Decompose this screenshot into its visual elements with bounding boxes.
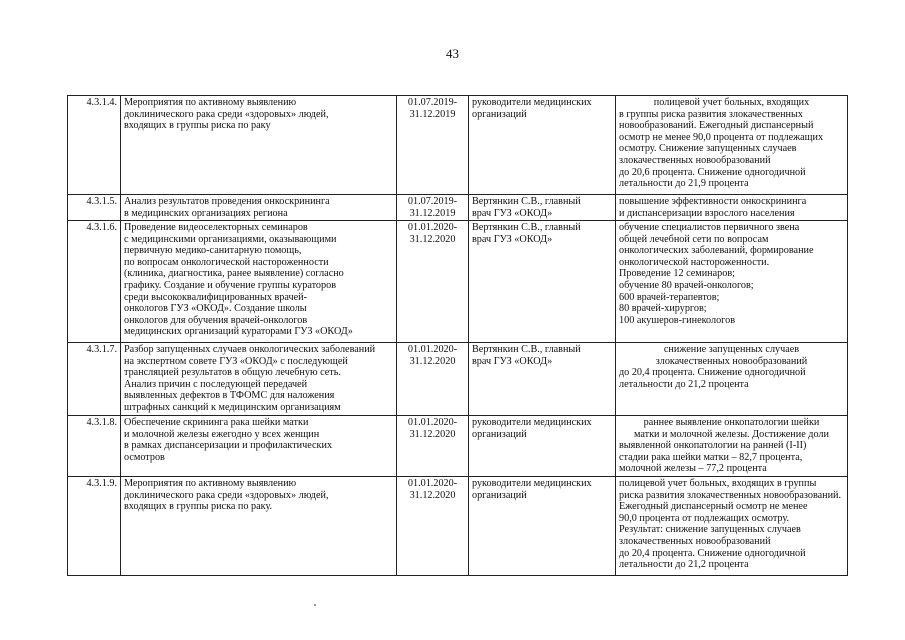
cell-text-line: врач ГУЗ «ОКОД» [472,355,553,367]
responsible-cell [469,96,616,195]
cell-text-line: онкологов для обучения врачей-онкологов [124,314,308,326]
cell-text-line: входящих в группы риска по раку. [124,501,273,513]
cell-text-line: обучение специалистов первичного звена [619,222,800,233]
cell-text-line: 80 врачей-хирургов; [619,303,707,315]
cell-text-line: обучение 80 врачей-онкологов; [619,279,754,291]
table-body [68,96,848,576]
cell-text-line: Мероприятия по активному выявлению [124,97,297,108]
cell-text-line: штрафных санкций к медицинским организациям [124,401,341,413]
cell-text-line: графику. Создание и обучение группы кураторов [124,279,337,291]
cell-text-line: новообразований. Ежегодный диспансерный [619,120,814,132]
cell-text-line: руководители медицинских [472,97,592,108]
cell-text-line: на экспертном совете ГУЗ «ОКОД» с последующей [124,355,348,367]
cell-text-line: 31.12.2020 [409,428,456,440]
cell-text-line: 01.07.2019- [407,97,458,108]
item-number: 4.3.1.9. [68,477,121,576]
cell-text-line: руководители медицинских [472,417,592,428]
cell-text-line: и молочной железы ежегодно у всех женщин [124,428,320,440]
page-number: 43 [446,46,459,61]
cell-text-line: Мероприятия по активному выявлению [124,478,297,489]
cell-text-line: 31.12.2019 [409,207,456,219]
cell-text-line: осмотр не менее 90,0 процента от подлежащих [619,131,824,143]
responsible-cell [469,195,616,221]
cell-text-line: (клиника, диагностика, ранее выявление) согласно [124,268,344,280]
cell-text-line: Разбор запущенных случаев онкологических заболеваний [124,344,376,355]
result-cell [616,96,848,195]
action-cell [121,416,397,477]
cell-text-line: врач ГУЗ «ОКОД» [472,233,553,245]
cell-text-line: и диспансеризации взрослого населения [619,207,795,219]
cell-text-line: среди высококвалифицированных врачей- [124,291,307,303]
cell-text-line: летальности до 21,9 процента [619,178,749,190]
cell-text-line: осмотру. Снижение запущенных случаев [619,143,797,155]
item-number: 4.3.1.6. [68,221,121,343]
term-cell [397,343,469,416]
term-cell [397,416,469,477]
responsible-cell [469,416,616,477]
cell-text-line: Ежегодный диспансерный осмотр не менее [619,501,808,513]
table-row [68,96,848,195]
cell-text-line: полицевой учет больных, входящих в группы [619,478,817,489]
cell-text-line: молочной железы – 77,2 процента [619,463,767,475]
cell-text-line: полицевой учет больных, входящих [653,97,810,108]
cell-text-line: 31.12.2020 [409,233,456,245]
cell-text-line: медицинских организаций кураторами ГУЗ «ОКОД» [124,326,353,338]
cell-text-line: общей лечебной сети по вопросам [619,233,769,245]
cell-text-line: онкологической настороженности. [619,256,770,268]
cell-text-line: Вертянкин С.В., главный [472,344,581,355]
cell-text-line: 600 врачей-терапевтов; [619,291,720,303]
cell-text-line: летальности до 21,2 процента [619,559,749,571]
cell-text-line: входящих в группы риска по раку [124,120,271,132]
action-cell [121,343,397,416]
cell-text-line: выявленных дефектов в ТФОМС для наложения [124,390,335,402]
cell-text-line: с медицинскими организациями, оказывающими [124,233,337,245]
cell-text-line: злокачественных новообразований [619,154,771,166]
cell-text-line: онкологов ГУЗ «ОКОД». Создание школы [124,303,307,315]
responsible-cell [469,477,616,576]
cell-text-line: 90,0 процента от подлежащих осмотру. [619,512,790,524]
term-cell [397,477,469,576]
cell-text-line: до 20,6 процента. Снижение одногодичной [619,166,806,178]
action-cell [121,96,397,195]
cell-text-line: 31.12.2020 [409,355,456,367]
action-plan-table [67,95,848,576]
cell-text-line: Анализ причин с последующей передачей [124,378,308,390]
item-number: 4.3.1.7. [68,343,121,416]
table-row [68,195,848,221]
cell-text-line: Обеспечение скрининга рака шейки матки [124,417,309,428]
action-cell [121,221,397,343]
item-number: 4.3.1.5. [68,195,121,221]
cell-text-line: руководители медицинских [472,478,592,489]
cell-text-line: организаций [472,428,527,440]
cell-text-line: летальности до 21,2 процента [619,378,749,390]
cell-text-line: доклинического рака среди «здоровых» людей, [124,489,329,501]
item-number: 4.3.1.4. [68,96,121,195]
cell-text-line: 01.07.2019- [407,196,458,207]
cell-text-line: до 20,4 процента. Снижение одногодичной [619,547,806,559]
cell-text-line: по вопросам онкологической настороженности [124,256,329,268]
cell-text-line: стадии рака шейки матки – 82,7 процента, [619,451,803,463]
cell-text-line: в группы риска развития злокачественных [619,108,803,120]
table-row [68,477,848,576]
responsible-cell [469,343,616,416]
cell-text-line: Вертянкин С.В., главный [472,222,581,233]
table-row [68,416,848,477]
cell-text-line: 31.12.2020 [409,489,456,501]
cell-text-line: 01.01.2020- [407,417,458,428]
cell-text-line: в рамках диспансеризации и профилактических [124,440,333,452]
cell-text-line: матки и молочной железы. Достижение доли [634,428,829,440]
cell-text-line: 31.12.2019 [409,108,456,120]
cell-text-line: организаций [472,108,527,120]
table-row [68,221,848,343]
scan-speck [314,604,316,606]
cell-text-line: 100 акушеров-гинекологов [619,314,736,326]
cell-text-line: 01.01.2020- [407,478,458,489]
cell-text-line: осмотров [124,451,165,463]
cell-text-line: 01.01.2020- [407,344,458,355]
cell-text-line: в медицинских организациях региона [124,207,288,219]
cell-text-line: до 20,4 процента. Снижение одногодичной [619,367,806,379]
cell-text-line: организаций [472,489,527,501]
cell-text-line: Проведение видеоселекторных семинаров [124,222,308,233]
cell-text-line: снижение запущенных случаев [663,344,800,355]
action-cell [121,195,397,221]
term-cell [397,96,469,195]
responsible-cell [469,221,616,343]
cell-text-line: Вертянкин С.В., главный [472,196,581,207]
cell-text-line: повышение эффективности онкоскрининга [619,196,807,207]
cell-text-line: риска развития злокачественных новообразований. [619,489,842,501]
table-row [68,343,848,416]
result-cell [616,416,848,477]
cell-text-line: врач ГУЗ «ОКОД» [472,207,553,219]
cell-text-line: злокачественных новообразований [619,535,771,547]
cell-text-line: трансляцией результатов в общую лечебную сеть. [124,367,341,379]
cell-text-line: доклинического рака среди «здоровых» людей, [124,108,329,120]
result-cell [616,195,848,221]
cell-text-line: Результат: снижение запущенных случаев [619,524,801,536]
item-number: 4.3.1.8. [68,416,121,477]
cell-text-line: 01.01.2020- [407,222,458,233]
result-cell [616,343,848,416]
cell-text-line: Проведение 12 семинаров; [619,268,735,280]
cell-text-line: раннее выявление онкопатологии шейки [643,417,820,428]
cell-text-line: онкологических заболеваний, формирование [619,245,814,257]
cell-text-line: первичную медико-санитарную помощь, [124,245,302,257]
cell-text-line: Анализ результатов проведения онкоскрининга [124,196,330,207]
term-cell [397,195,469,221]
action-cell [121,477,397,576]
result-cell [616,477,848,576]
cell-text-line: выявленной онкопатологии на ранней (I-II) [619,440,807,452]
result-cell [616,221,848,343]
term-cell [397,221,469,343]
cell-text-line: злокачественных новообразований [655,355,808,367]
